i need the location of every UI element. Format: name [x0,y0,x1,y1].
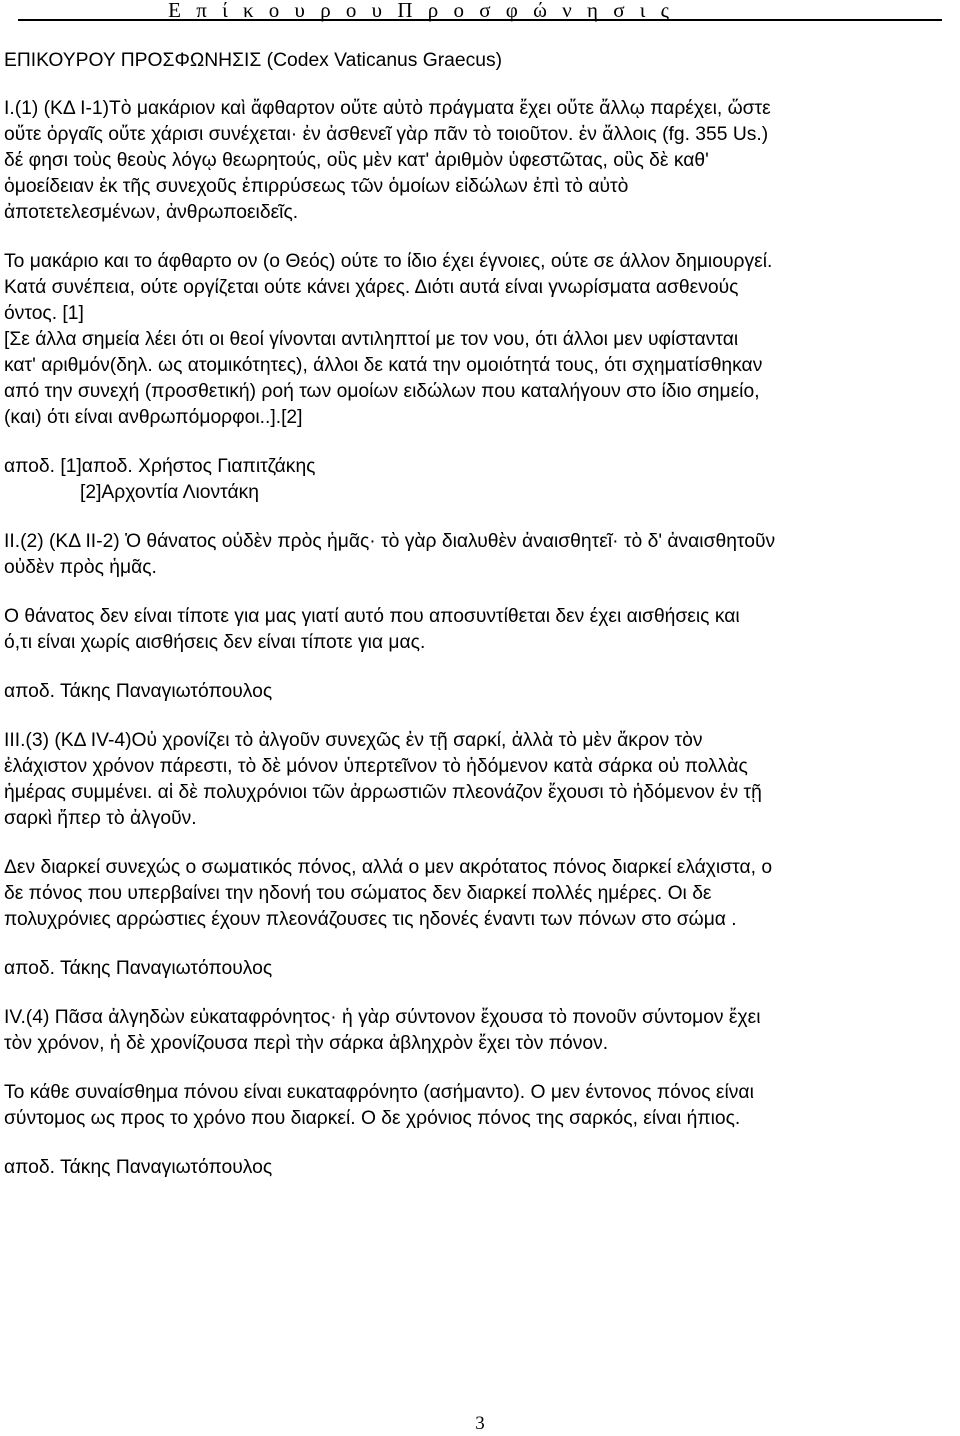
text-line: όντος. [1] [4,303,84,324]
text-line: δέ φησι τοὺς θεοὺς λόγῳ θεωρητούς, οὓς μὲν κατ' ἀριθμὸν ὑφεστῶτας, οὓς δὲ καθ' [4,150,709,171]
page-number: 3 [475,1413,485,1434]
greek-text [4,96,956,226]
translator-credit: αποδ. Τάκης Παναγιωτόπουλος [4,681,273,702]
modern-translation [4,855,956,933]
text-line: τὸν χρόνον, ἡ δὲ χρονίζουσα περὶ τὴν σάρκα ἀβληχρὸν ἔχει τὸν πόνον. [4,1033,609,1054]
greek-text [4,728,956,832]
text-line: ἡμέρας συμμένει. αἱ δὲ πολυχρόνιοι τῶν ἀρρωστιῶν πλεονάζον ἔχουσι τὸ ἡδόμενον ἐν τῇ [4,782,762,803]
translator-credit: αποδ. [1]αποδ. Χρήστος Γιαπιτζάκης [4,456,316,477]
text-line: III.(3) (ΚΔ IV-4)Οὐ χρονίζει τὸ ἀλγοῦν συνεχῶς ἐν τῇ σαρκί, ἀλλὰ τὸ μὲν ἄκρον τὸν [4,730,703,751]
section-2 [4,529,956,705]
modern-translation [4,1080,956,1132]
text-line: σαρκὶ ἤπερ τὸ ἀλγοῦν. [4,808,197,829]
page-header [18,0,942,21]
document-body [4,48,956,1181]
text-line: II.(2) (ΚΔ II-2) Ὁ θάνατος οὐδὲν πρὸς ἡμᾶς· τὸ γὰρ διαλυθὲν ἀναισθητεῖ· τὸ δ' ἀναισθητοῦν [4,531,776,552]
text-line: [Σε άλλα σημεία λέει ότι οι θεοί γίνονται αντιληπτοί με τον νου, ότι άλλοι μεν υφίστανται [4,329,739,350]
doc-title: ΕΠΙΚΟΥΡΟΥ ΠΡΟΣΦΩΝΗΣΙΣ (Codex Vaticanus Graecus) [4,50,503,71]
translator-credit: [2]Αρχοντία Λιοντάκη [80,482,259,503]
text-line: Δεν διαρκεί συνεχώς ο σωματικός πόνος, αλλά ο μεν ακρότατος πόνος διαρκεί ελάχιστα, ο [4,857,773,878]
modern-translation [4,249,956,431]
translator-credit: αποδ. Τάκης Παναγιωτόπουλος [4,1157,273,1178]
text-line: (και) ότι είναι ανθρωπόμορφοι..].[2] [4,407,303,428]
text-line: Ο θάνατος δεν είναι τίποτε για μας γιατί αυτό που αποσυντίθεται δεν έχει αισθήσεις και [4,606,740,627]
text-line: δε πόνος που υπερβαίνει την ηδονή του σώματος δεν διαρκεί πολλές ημέρες. Οι δε [4,883,712,904]
greek-text [4,529,956,581]
text-line: ὁμοείδειαν ἐκ τῆς συνεχοῦς ἐπιρρύσεως τῶν ὁμοίων εἰδώλων ἐπὶ τὸ αὐτὸ [4,176,629,197]
text-line: ἐλάχιστον χρόνον πάρεστι, τὸ δὲ μόνον ὑπερτεῖνον τὸ ἡδόμενον κατὰ σάρκα οὐ πολλὰς [4,756,748,777]
text-line: IV.(4) Πᾶσα ἀλγηδὼν εὐκαταφρόνητος· ἡ γὰρ σύντονον ἔχουσα τὸ πονοῦν σύντομον ἔχει [4,1007,761,1028]
section-1 [4,96,956,506]
text-line: πολυχρόνιες αρρώστιες έχουν πλεονάζουσες τις ηδονές έναντι των πόνων στο σώμα . [4,909,737,930]
text-line: οὐδὲν πρὸς ἡμᾶς. [4,557,157,578]
text-line: σύντομος ως προς το χρόνο που διαρκεί. Ο δε χρόνιος πόνος της σαρκός, είναι ήπιος. [4,1108,741,1129]
text-line: Το μακάριο και το άφθαρτο ον (ο Θεός) ούτε το ίδιο έχει έγνοιες, ούτε σε άλλον δημιουργεί. [4,251,773,272]
text-line: από την συνεχή (προσθετική) ροή των ομοίων ειδώλων που καταλήγουν στο ίδιο σημείο, [4,381,760,402]
text-line: I.(1) (ΚΔ I-1)Τὸ μακάριον καὶ ἄφθαρτον οὔτε αὐτὸ πράγματα ἔχει οὔτε ἄλλῳ παρέχει, ὥστε [4,98,771,119]
text-line: ἀποτετελεσμένων, ἀνθρωποειδεῖς. [4,202,299,223]
modern-translation [4,604,956,656]
text-line: Κατά συνέπεια, ούτε οργίζεται ούτε κάνει χάρες. Διότι αυτά είναι γνωρίσματα ασθενούς [4,277,739,298]
greek-text [4,1005,956,1057]
section-3 [4,728,956,982]
section-4 [4,1005,956,1181]
translator-credit: αποδ. Τάκης Παναγιωτόπουλος [4,958,273,979]
text-line: κατ' αριθμόν(δηλ. ως ατομικότητες), άλλοι δε κατά την ομοιότητά τους, ότι σχηματίσθηκαν [4,355,763,376]
text-line: Το κάθε συναίσθημα πόνου είναι ευκαταφρόνητο (ασήμαντο). Ο μεν έντονος πόνος είναι [4,1082,754,1103]
text-line: ό,τι είναι χωρίς αισθήσεις δεν είναι τίποτε για μας. [4,632,426,653]
text-line: οὔτε ὀργαῖς οὔτε χάρισι συνέχεται· ἐν ἀσθενεῖ γὰρ πᾶν τὸ τοιοῦτον. ἐν ἄλλοις (fg. 355 Us.) [4,124,769,145]
header-title: Ε π ί κ ο υ ρ ο υ Π ρ ο σ φ ώ ν η σ ι ς [168,0,674,22]
